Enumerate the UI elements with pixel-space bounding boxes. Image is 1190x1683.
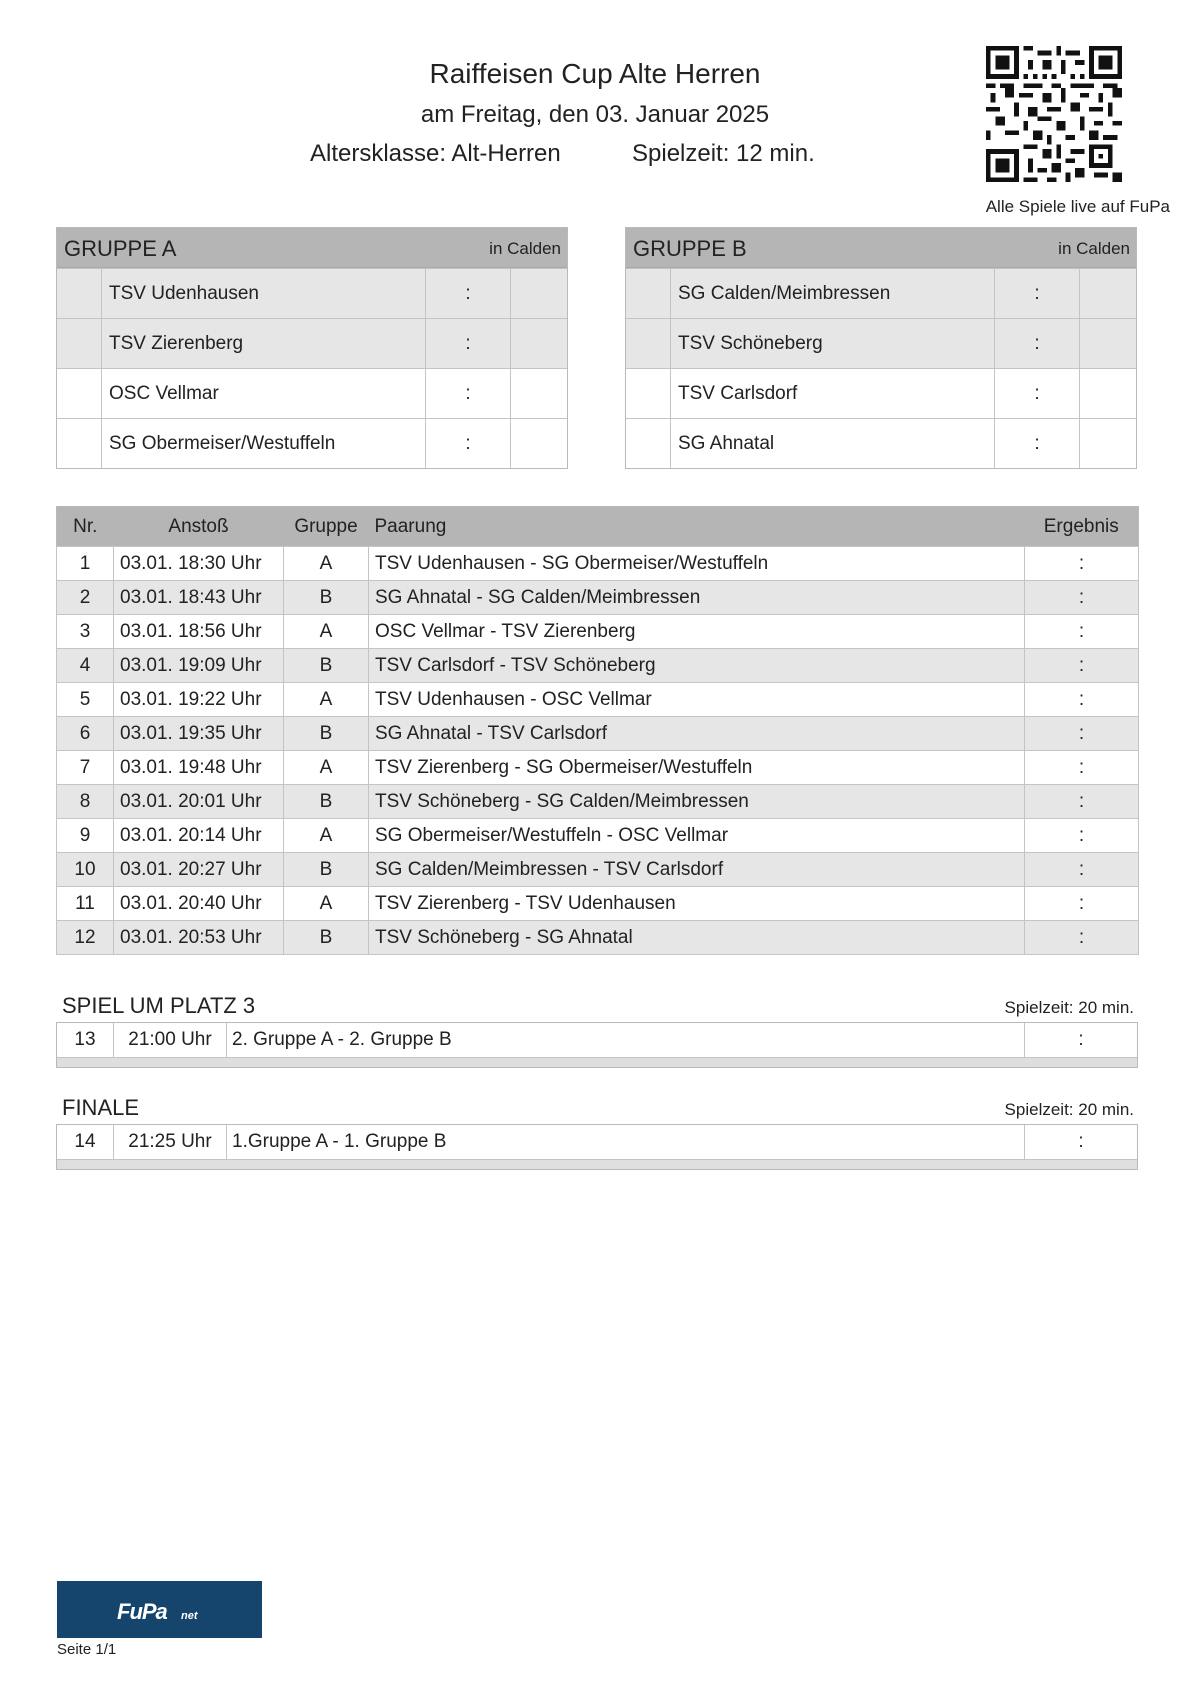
match-group: B xyxy=(284,717,369,751)
logo-suffix: net xyxy=(181,1610,198,1622)
match-kickoff: 03.01. 18:30 Uhr xyxy=(114,547,284,581)
match-group: B xyxy=(284,581,369,615)
match-result: : xyxy=(1025,785,1139,819)
match-pairing: TSV Udenhausen - SG Obermeiser/Westuffeln xyxy=(369,547,1025,581)
match-pairing: OSC Vellmar - TSV Zierenberg xyxy=(369,615,1025,649)
points-cell xyxy=(511,319,567,368)
goals-cell: : xyxy=(426,369,511,418)
match-group: B xyxy=(284,853,369,887)
match-kickoff: 03.01. 19:48 Uhr xyxy=(114,751,284,785)
page-number: Seite 1/1 xyxy=(57,1641,117,1658)
goals-cell: : xyxy=(995,419,1080,468)
team-name: TSV Carlsdorf xyxy=(671,369,995,418)
match-row xyxy=(57,581,1139,615)
fupa-logo[interactable] xyxy=(57,1581,262,1638)
final-title: FINALE xyxy=(62,1095,140,1120)
goals-cell: : xyxy=(995,319,1080,368)
goals-cell: : xyxy=(426,419,511,468)
match-group: A xyxy=(284,547,369,581)
row-strip xyxy=(57,1159,1137,1169)
match-result: : xyxy=(1025,887,1139,921)
goals-cell: : xyxy=(995,269,1080,318)
match-nr: 12 xyxy=(57,921,114,955)
col-header-result: Ergebnis xyxy=(1025,507,1139,547)
match-kickoff: 03.01. 20:14 Uhr xyxy=(114,819,284,853)
match-pairing: TSV Zierenberg - SG Obermeiser/Westuffeln xyxy=(369,751,1025,785)
match-row xyxy=(57,785,1139,819)
match-row xyxy=(57,615,1139,649)
row-strip xyxy=(57,1057,1137,1067)
goals-cell: : xyxy=(426,319,511,368)
match-row xyxy=(57,819,1139,853)
group-b-table xyxy=(625,227,1137,469)
match-result: : xyxy=(1025,547,1139,581)
page-title: Raiffeisen Cup Alte Herren xyxy=(429,58,761,89)
match-result: : xyxy=(1025,751,1139,785)
team-name: TSV Zierenberg xyxy=(102,319,426,368)
points-cell xyxy=(511,369,567,418)
match-row xyxy=(57,921,1139,955)
group-a-table xyxy=(56,227,568,469)
match-kickoff: 21:00 Uhr xyxy=(114,1023,227,1057)
team-name: OSC Vellmar xyxy=(102,369,426,418)
qr-code-icon[interactable] xyxy=(986,46,1122,182)
rank-cell xyxy=(626,319,671,368)
event-date: am Freitag, den 03. Januar 2025 xyxy=(420,101,770,128)
match-pairing: TSV Zierenberg - TSV Udenhausen xyxy=(369,887,1025,921)
match-nr: 6 xyxy=(57,717,114,751)
col-header-nr: Nr. xyxy=(57,507,114,547)
col-header-pairing: Paarung xyxy=(369,507,1025,547)
match-pairing: TSV Udenhausen - OSC Vellmar xyxy=(369,683,1025,717)
rank-cell xyxy=(57,269,102,318)
match-kickoff: 03.01. 18:56 Uhr xyxy=(114,615,284,649)
match-row xyxy=(57,1125,1137,1159)
final-play-time: Spielzeit: 20 min. xyxy=(1004,1100,1134,1119)
group-b-header xyxy=(626,228,1136,268)
match-result: : xyxy=(1025,921,1139,955)
rank-cell xyxy=(626,369,671,418)
match-nr: 4 xyxy=(57,649,114,683)
goals-cell: : xyxy=(426,269,511,318)
match-kickoff: 03.01. 19:22 Uhr xyxy=(114,683,284,717)
third-place-title: SPIEL UM PLATZ 3 xyxy=(62,993,256,1018)
match-nr: 2 xyxy=(57,581,114,615)
points-cell xyxy=(1080,419,1136,468)
match-row xyxy=(57,649,1139,683)
age-class: Altersklasse: Alt-Herren xyxy=(310,140,561,167)
match-group: A xyxy=(284,819,369,853)
match-kickoff: 03.01. 20:53 Uhr xyxy=(114,921,284,955)
group-a-header xyxy=(57,228,567,268)
match-result: : xyxy=(1025,615,1139,649)
match-result: : xyxy=(1025,581,1139,615)
rank-cell xyxy=(57,319,102,368)
match-kickoff: 03.01. 20:01 Uhr xyxy=(114,785,284,819)
match-nr: 13 xyxy=(57,1023,114,1057)
match-pairing: SG Calden/Meimbressen - TSV Carlsdorf xyxy=(369,853,1025,887)
match-kickoff: 03.01. 18:43 Uhr xyxy=(114,581,284,615)
match-row xyxy=(57,547,1139,581)
match-pairing: SG Ahnatal - TSV Carlsdorf xyxy=(369,717,1025,751)
points-cell xyxy=(1080,269,1136,318)
rank-cell xyxy=(626,419,671,468)
group-b-team-row xyxy=(626,268,1136,318)
match-pairing: SG Ahnatal - SG Calden/Meimbressen xyxy=(369,581,1025,615)
match-group: B xyxy=(284,921,369,955)
group-b-team-row xyxy=(626,418,1136,468)
team-name: TSV Schöneberg xyxy=(671,319,995,368)
rank-cell xyxy=(57,369,102,418)
points-cell xyxy=(511,269,567,318)
col-header-group: Gruppe xyxy=(284,507,369,547)
goals-cell: : xyxy=(995,369,1080,418)
points-cell xyxy=(511,419,567,468)
third-place-play-time: Spielzeit: 20 min. xyxy=(1004,998,1134,1017)
col-header-kickoff: Anstoß xyxy=(114,507,284,547)
points-cell xyxy=(1080,369,1136,418)
match-row xyxy=(57,1023,1137,1057)
match-result: : xyxy=(1078,1131,1084,1152)
team-name: SG Ahnatal xyxy=(671,419,995,468)
match-result: : xyxy=(1025,819,1139,853)
team-name: TSV Udenhausen xyxy=(102,269,426,318)
third-place-match xyxy=(56,1022,1138,1068)
match-schedule-table xyxy=(56,506,1139,955)
group-a-team-row xyxy=(57,368,567,418)
group-a-team-row xyxy=(57,418,567,468)
group-b-team-row xyxy=(626,318,1136,368)
logo-text: FuPa xyxy=(117,1599,167,1624)
match-group: A xyxy=(284,751,369,785)
match-row xyxy=(57,853,1139,887)
points-cell xyxy=(1080,319,1136,368)
group-a-team-row xyxy=(57,268,567,318)
match-nr: 10 xyxy=(57,853,114,887)
match-group: A xyxy=(284,683,369,717)
match-result: : xyxy=(1025,649,1139,683)
match-kickoff: 03.01. 20:27 Uhr xyxy=(114,853,284,887)
group-a-team-row xyxy=(57,318,567,368)
group-b-team-row xyxy=(626,368,1136,418)
group-b-title: GRUPPE B xyxy=(633,236,747,261)
match-group: B xyxy=(284,785,369,819)
match-pairing: TSV Carlsdorf - TSV Schöneberg xyxy=(369,649,1025,683)
play-time: Spielzeit: 12 min. xyxy=(632,140,815,167)
team-name: SG Calden/Meimbressen xyxy=(671,269,995,318)
match-nr: 9 xyxy=(57,819,114,853)
group-a-location: in Calden xyxy=(489,239,561,258)
match-row xyxy=(57,887,1139,921)
match-pairing: TSV Schöneberg - SG Calden/Meimbressen xyxy=(369,785,1025,819)
match-group: B xyxy=(284,649,369,683)
team-name: SG Obermeiser/Westuffeln xyxy=(102,419,426,468)
match-group: A xyxy=(284,887,369,921)
match-pairing: TSV Schöneberg - SG Ahnatal xyxy=(369,921,1025,955)
match-nr: 3 xyxy=(57,615,114,649)
group-a-title: GRUPPE A xyxy=(64,236,177,261)
group-b-location: in Calden xyxy=(1058,239,1130,258)
rank-cell xyxy=(57,419,102,468)
match-result: : xyxy=(1025,853,1139,887)
match-result: : xyxy=(1025,683,1139,717)
match-kickoff: 03.01. 19:35 Uhr xyxy=(114,717,284,751)
rank-cell xyxy=(626,269,671,318)
qr-caption: Alle Spiele live auf FuPa xyxy=(985,197,1170,216)
match-result: : xyxy=(1025,717,1139,751)
schedule-header-row xyxy=(57,507,1139,547)
match-kickoff: 03.01. 19:09 Uhr xyxy=(114,649,284,683)
match-nr: 8 xyxy=(57,785,114,819)
match-group: A xyxy=(284,615,369,649)
match-pairing: 2. Gruppe A - 2. Gruppe B xyxy=(227,1023,1025,1057)
match-pairing: SG Obermeiser/Westuffeln - OSC Vellmar xyxy=(369,819,1025,853)
match-kickoff: 03.01. 20:40 Uhr xyxy=(114,887,284,921)
final-match xyxy=(56,1124,1138,1170)
match-pairing: 1.Gruppe A - 1. Gruppe B xyxy=(227,1125,1025,1159)
match-nr: 5 xyxy=(57,683,114,717)
match-result: : xyxy=(1078,1029,1084,1050)
match-row xyxy=(57,751,1139,785)
match-kickoff: 21:25 Uhr xyxy=(114,1125,227,1159)
match-nr: 11 xyxy=(57,887,114,921)
match-nr: 14 xyxy=(57,1125,114,1159)
match-row xyxy=(57,717,1139,751)
match-nr: 1 xyxy=(57,547,114,581)
match-nr: 7 xyxy=(57,751,114,785)
match-row xyxy=(57,683,1139,717)
